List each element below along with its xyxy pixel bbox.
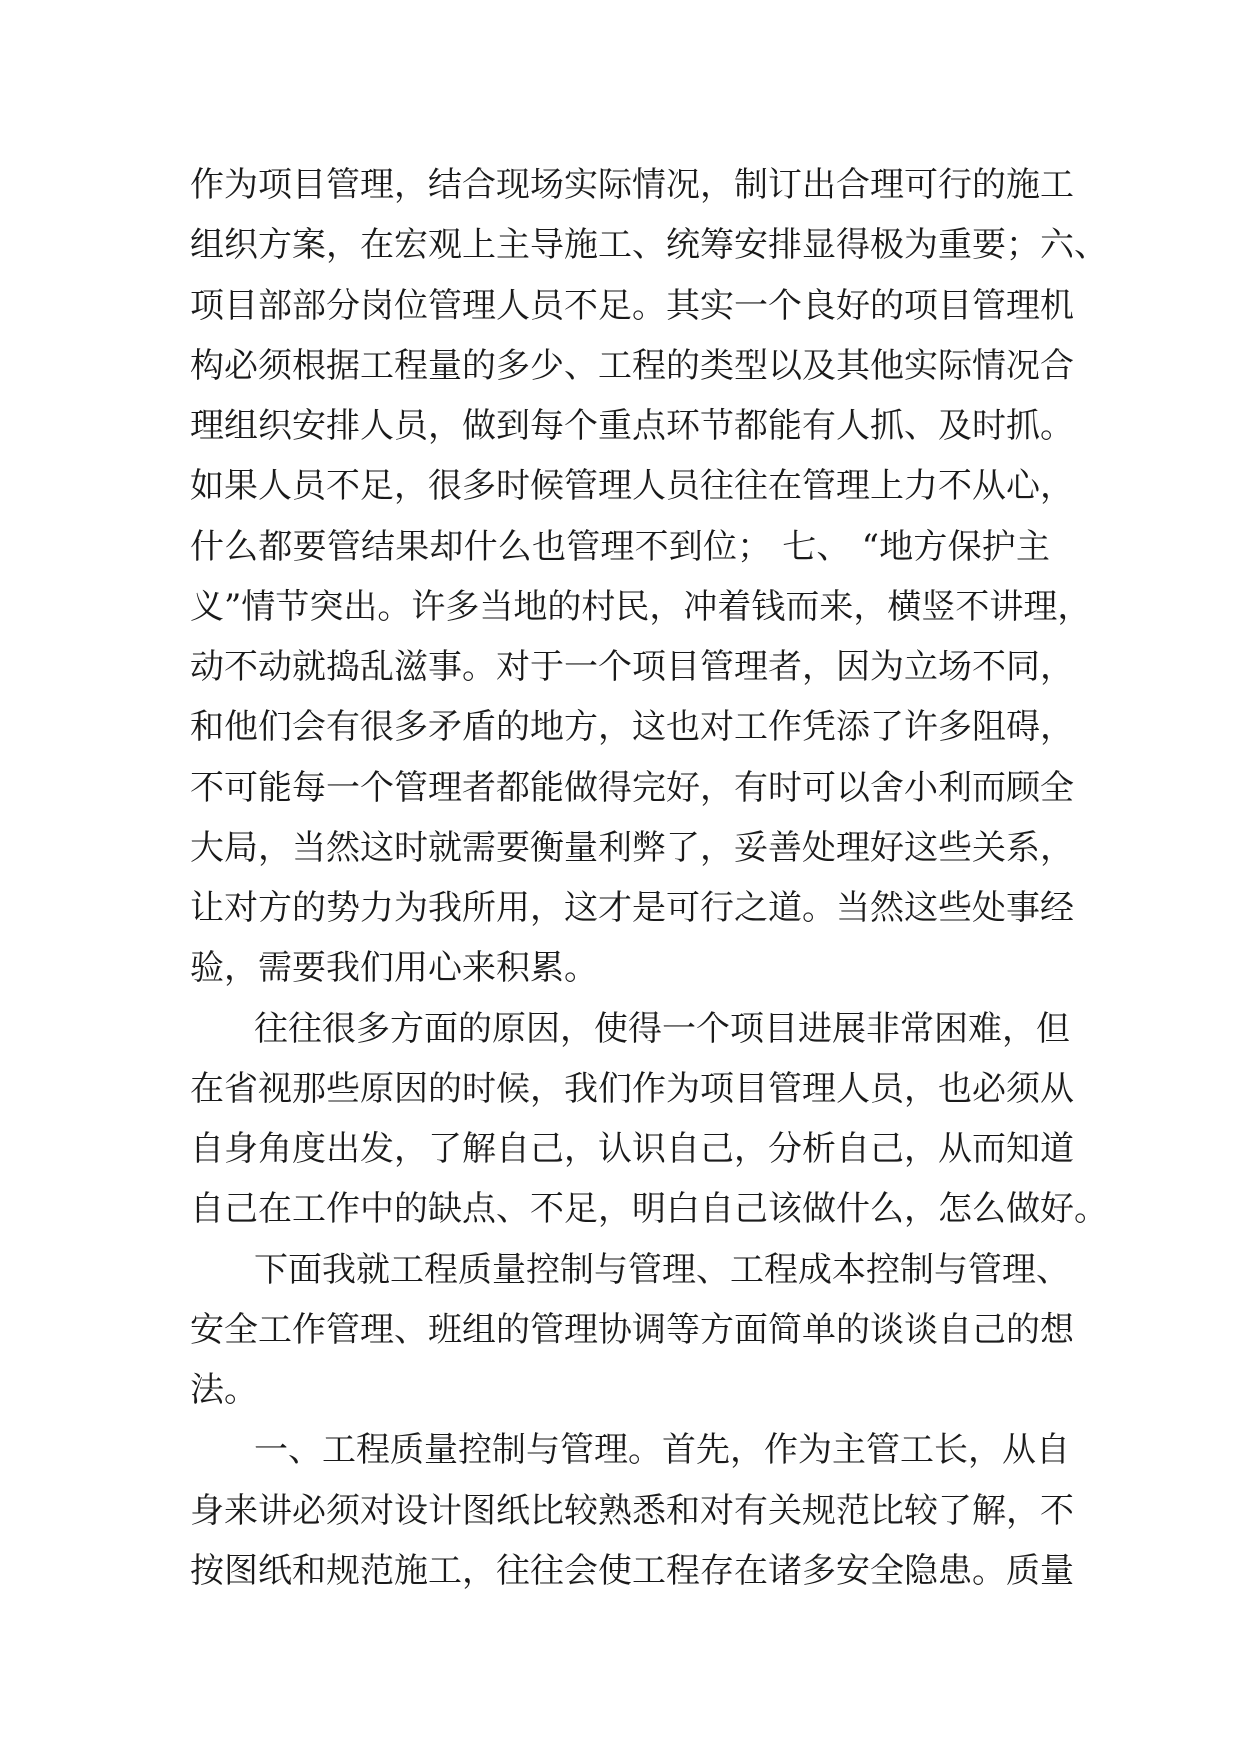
text-line: 往往很多方面的原因，使得一个项目进展非常困难，但 (254, 1008, 1070, 1049)
document-body (190, 155, 1108, 1601)
text-line: 项目部部分岗位管理人员不足。其实一个良好的项目管理机 (190, 285, 1074, 326)
text-line: 自身角度出发，了解自己，认识自己，分析自己，从而知道 (190, 1129, 1074, 1169)
text-line: 验，需要我们用心来积累。 (190, 948, 598, 989)
text-line: 理组织安排人员，做到每个重点环节都能有人抓、及时抓。 (190, 406, 1074, 446)
text-line: 按图纸和规范施工，往往会使工程存在诸多安全隐患。质量 (190, 1550, 1074, 1591)
text-line: 义”情节突出。许多当地的村民，冲着钱而来，横竖不讲理， (190, 586, 1092, 627)
text-line: 不可能每一个管理者都能做得完好，有时可以舍小利而顾全 (190, 767, 1074, 808)
text-line: 作为项目管理，结合现场实际情况，制订出合理可行的施工 (190, 165, 1074, 205)
text-line: 大局，当然这时就需要衡量利弊了，妥善处理好这些关系， (190, 827, 1074, 868)
text-line: 和他们会有很多矛盾的地方，这也对工作凭添了许多阻碍， (190, 707, 1074, 748)
text-line: 一、工程质量控制与管理。首先，作为主管工长，从自 (254, 1430, 1070, 1471)
text-line: 构必须根据工程量的多少、工程的类型以及其他实际情况合 (190, 345, 1074, 386)
text-line: 组织方案，在宏观上主导施工、统筹安排显得极为重要；六、 (190, 225, 1108, 266)
text-line: 自己在工作中的缺点、不足，明白自己该做什么，怎么做好。 (190, 1189, 1108, 1230)
text-line: 下面我就工程质量控制与管理、工程成本控制与管理、 (254, 1249, 1070, 1290)
text-line: 法。 (190, 1370, 258, 1410)
text-line: 身来讲必须对设计图纸比较熟悉和对有关规范比较了解，不 (190, 1490, 1074, 1531)
text-line: 什么都要管结果却什么也管理不到位； 七、 “地方保护主 (190, 526, 1050, 567)
text-line: 如果人员不足，很多时候管理人员往往在管理上力不从心， (190, 466, 1074, 507)
text-line: 动不动就捣乱滋事。对于一个项目管理者，因为立场不同， (190, 647, 1074, 687)
text-line: 安全工作管理、班组的管理协调等方面简单的谈谈自己的想 (190, 1309, 1074, 1350)
text-line: 在省视那些原因的时候，我们作为项目管理人员，也必须从 (190, 1068, 1074, 1109)
text-line: 让对方的势力为我所用，这才是可行之道。当然这些处事经 (190, 888, 1074, 928)
